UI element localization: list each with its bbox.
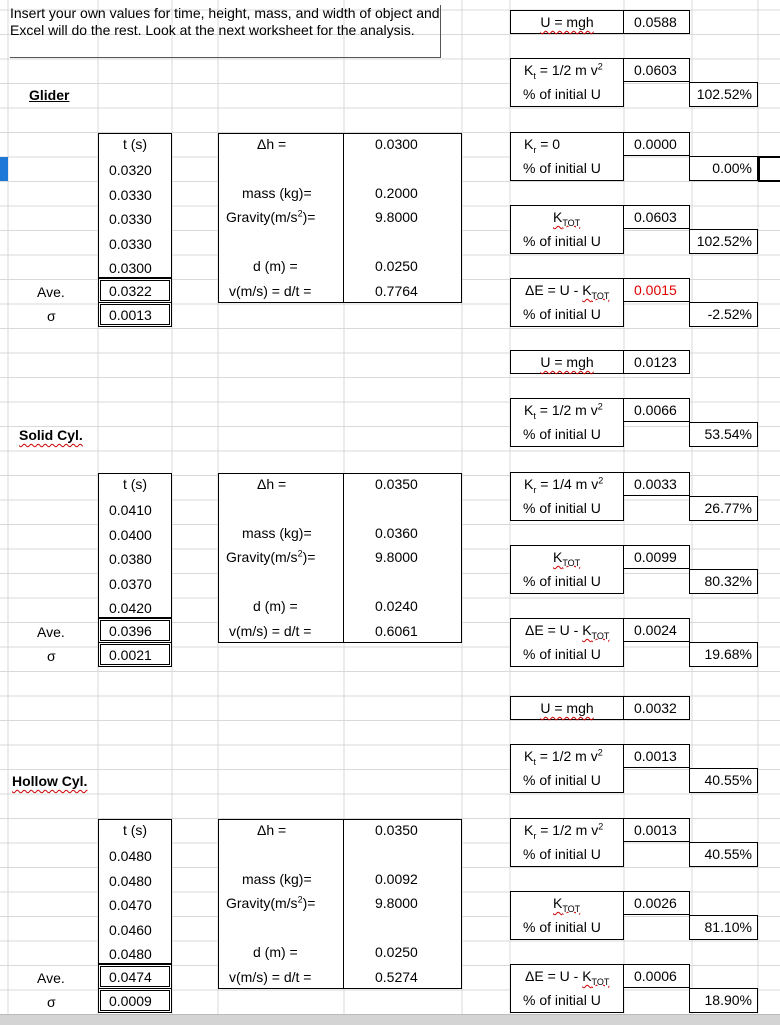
dE-pct: 19.68% [704,646,752,662]
dE-value: 0.0015 [634,282,677,298]
dh-label: Δh = [257,822,287,838]
time-header: t (s) [122,476,148,492]
dh-value[interactable]: 0.0350 [375,476,418,492]
Kr-pct-label: % of initial U [523,500,601,516]
gravity-value[interactable]: 9.8000 [375,895,418,911]
U-label: U = mgh [540,354,594,370]
Ktot-value: 0.0603 [634,209,677,225]
v-value: 0.6061 [375,623,418,639]
sigma-label: σ [47,994,56,1010]
Kr-pct: 26.77% [704,500,752,516]
Kt-pct-label: % of initial U [523,426,601,442]
d-value[interactable]: 0.0250 [375,258,418,274]
time-cell[interactable]: 0.0480 [109,872,152,889]
sigma-value[interactable]: 0.0021 [109,647,152,663]
Kt-pct-label: % of initial U [523,86,601,102]
Kt-label: $K_t = 1/2$ m $v^2$ [524,61,603,81]
dE-pct-label: % of initial U [523,646,601,662]
U-value: 0.0032 [634,700,677,716]
v-value: 0.5274 [375,969,418,985]
d-value[interactable]: 0.0240 [375,598,418,614]
v-value: 0.7764 [375,283,418,299]
gravity-value[interactable]: 9.8000 [375,549,418,565]
dh-value[interactable]: 0.0350 [375,822,418,838]
U-value: 0.0123 [634,354,677,370]
time-cell[interactable]: 0.0320 [109,162,152,178]
dh-value[interactable]: 0.0300 [375,136,418,152]
Ktot-pct-label: % of initial U [523,919,601,935]
v-label: v(m/s) = d/t = [229,623,312,639]
ave-label: Ave. [37,284,65,300]
Ktot-value: 0.0026 [634,895,677,911]
v-label: v(m/s) = d/t = [229,283,312,299]
time-cell[interactable]: 0.0420 [109,600,152,616]
Ktot-label: $K_{TOT}$ [553,549,581,568]
Kr-label: $K_r = 1/2$ m $v^2$ [524,821,604,841]
Ktot-pct: 80.32% [704,573,752,589]
Kt-pct: 53.54% [704,426,752,442]
mass-label: mass (kg)= [242,185,312,201]
dE-pct-label: % of initial U [523,992,601,1008]
Kr-pct: 0.00% [712,160,752,176]
Kr-label: $K_r = 0$ [524,136,561,155]
dE-pct-label: % of initial U [523,306,601,322]
dE-value: 0.0024 [634,622,677,638]
ave-label: Ave. [37,970,65,986]
dE-pct: 18.90% [704,992,752,1008]
Kt-value: 0.0603 [634,62,677,78]
time-cell[interactable]: 0.0410 [109,502,152,518]
Kt-label: $K_t = 1/2$ m $v^2$ [524,401,603,421]
ave-label: Ave. [37,624,65,640]
horizontal-scrollbar[interactable] [0,1014,780,1025]
gravity-label: $Gravity(m/s^2)=$ [226,208,316,225]
Kr-value: 0.0013 [634,822,677,838]
section-title: Solid Cyl. [19,427,83,443]
Kr-pct-label: % of initial U [523,846,601,862]
Kt-value: 0.0013 [634,748,677,764]
Kt-label: $K_t = 1/2$ m $v^2$ [524,747,603,767]
time-cell[interactable]: 0.0330 [109,186,152,203]
Kr-label: $K_r = 1/4$ m $v^2$ [524,475,604,495]
dE-label: $\Delta E = U - K_{TOT}$ [525,622,610,641]
U-label: U = mgh [540,700,594,716]
time-cell[interactable]: 0.0330 [109,235,152,252]
Ktot-pct-label: % of initial U [523,233,601,249]
mass-label: mass (kg)= [242,525,312,541]
dE-label: $\Delta E = U - K_{TOT}$ [525,282,610,301]
Ktot-label: $K_{TOT}$ [553,209,581,228]
time-cell[interactable]: 0.0370 [109,575,152,592]
time-column-box [98,473,172,618]
active-cell-border[interactable] [758,156,780,182]
ave-value[interactable]: 0.0474 [109,969,152,985]
Ktot-pct: 81.10% [704,919,752,935]
time-header: t (s) [122,136,148,152]
Ktot-pct-label: % of initial U [523,573,601,589]
gravity-label: $Gravity(m/s^2)=$ [226,894,316,911]
mass-value[interactable]: 0.2000 [375,185,418,201]
Ktot-label: $K_{TOT}$ [553,895,581,914]
dh-label: Δh = [257,136,287,152]
time-cell[interactable]: 0.0480 [109,946,152,962]
gravity-label: $Gravity(m/s^2)=$ [226,548,316,565]
time-cell[interactable]: 0.0300 [109,260,152,276]
d-value[interactable]: 0.0250 [375,944,418,960]
time-cell[interactable]: 0.0470 [109,897,152,913]
section-title: Hollow Cyl. [12,773,88,789]
Kr-value: 0.0033 [634,476,677,492]
Kr-pct-label: % of initial U [523,160,601,176]
sigma-label: σ [47,648,56,664]
d-label: d (m) = [253,258,298,274]
ave-value[interactable]: 0.0322 [109,283,152,299]
dE-pct: -2.52% [707,306,752,322]
time-column-box [98,819,172,964]
time-header: t (s) [122,822,148,838]
dE-value: 0.0006 [634,968,677,984]
sigma-value[interactable]: 0.0013 [109,307,152,323]
Kr-pct: 40.55% [704,846,752,862]
Ktot-pct: 102.52% [696,233,752,249]
Kt-pct: 102.52% [696,86,752,102]
Kt-value: 0.0066 [634,402,677,418]
time-column-box [98,133,172,278]
time-cell[interactable]: 0.0480 [109,848,152,864]
mass-value[interactable]: 0.0092 [375,871,418,887]
dE-label: $\Delta E = U - K_{TOT}$ [525,968,610,987]
U-label: U = mgh [540,14,594,30]
v-label: v(m/s) = d/t = [229,969,312,985]
d-label: d (m) = [253,598,298,614]
row-selection-indicator [0,157,8,181]
sigma-value[interactable]: 0.0009 [109,993,152,1009]
d-label: d (m) = [253,944,298,960]
Kr-value: 0.0000 [634,136,677,152]
gravity-value[interactable]: 9.8000 [375,209,418,225]
Ktot-value: 0.0099 [634,549,677,565]
time-cell[interactable]: 0.0460 [109,921,152,938]
section-title: Glider [29,87,70,103]
Kt-pct-label: % of initial U [523,772,601,788]
instructions-text: Insert your own values for time, height, mass, and width of object and Excel will do the rest. Look at the next worksheet for the analysis. [10,5,441,58]
Kt-pct: 40.55% [704,772,752,788]
time-cell[interactable]: 0.0330 [109,211,152,227]
dh-label: Δh = [257,476,287,492]
U-value: 0.0588 [634,14,677,30]
mass-label: mass (kg)= [242,871,312,887]
ave-value[interactable]: 0.0396 [109,623,152,639]
sigma-label: σ [47,308,56,324]
time-cell[interactable]: 0.0400 [109,526,152,543]
time-cell[interactable]: 0.0380 [109,551,152,567]
mass-value[interactable]: 0.0360 [375,525,418,541]
